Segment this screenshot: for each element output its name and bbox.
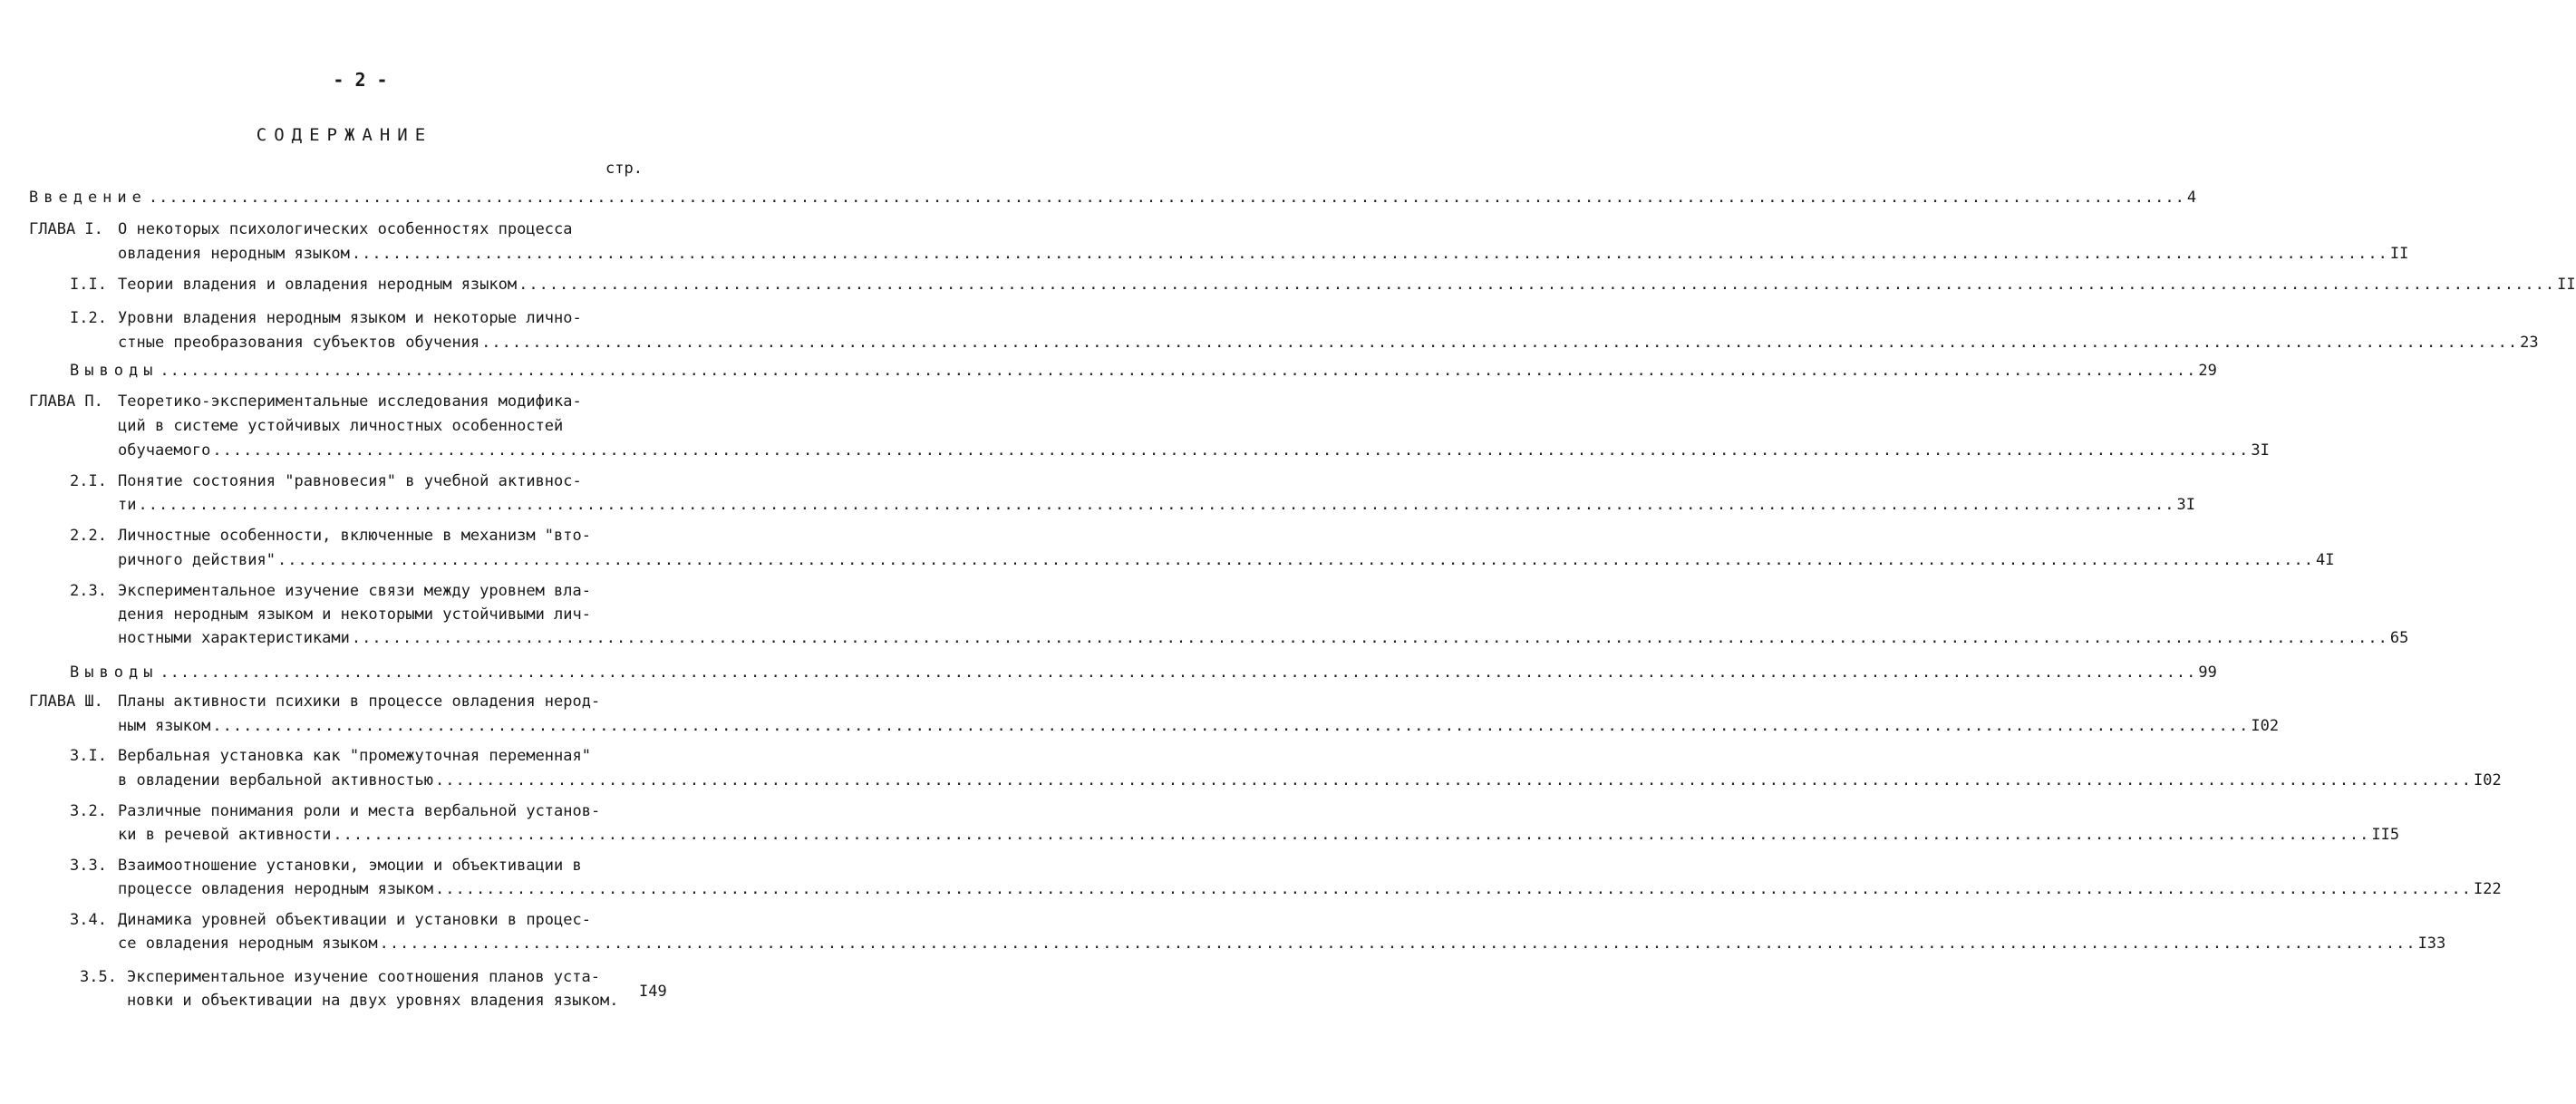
dot-leader: ........................................................................................................................................................................................................ [481,334,2519,352]
toc-entry-page: I22 [2473,880,2502,898]
toc-entry-line[interactable] [118,825,2400,845]
toc-entry-line[interactable] [118,879,2502,899]
toc-entry-number: 3.2. [70,802,107,820]
toc-entry-title: Выводы [70,362,159,380]
toc-entry-title: Экспериментальное изучение связи между уровнем вла- [118,582,591,600]
toc-entry-line[interactable] [118,856,582,876]
toc-entry-title: О некоторых психологических особенностях процесса [118,220,573,238]
toc-entry-page: I02 [2473,771,2502,789]
toc-entry-title: Теории владения и овладения неродным языком [118,276,518,294]
dot-leader: ........................................................................................................................................................................................................ [148,189,2185,207]
toc-entry-line[interactable] [127,991,618,1011]
toc-entry-number: 2.I. [70,472,107,490]
dot-leader: ........................................................................................................................................................................................................ [518,276,2556,294]
page-number: - 2 - [333,69,388,91]
toc-entry-number: ГЛАВА П. [29,392,103,411]
toc-entry-number: I.2. [70,309,107,327]
toc-entry-page: 29 [2198,362,2217,380]
toc-entry-number: 2.2. [70,527,107,545]
toc-entry-title: стные преобразования субъектов обучения [118,334,480,352]
toc-entry-line[interactable] [118,746,591,766]
toc-entry-title: Введение [29,189,147,207]
page-column-label: стр. [605,160,643,178]
toc-entry-line[interactable] [118,275,2576,295]
toc-entry-title: Выводы [70,663,159,682]
toc-entry-line[interactable] [118,495,2195,515]
toc-entry-line[interactable] [127,967,600,987]
toc-entry-number: ГЛАВА Ш. [29,692,103,711]
toc-entry-line[interactable] [29,188,2197,208]
toc-entry-page: 99 [2198,663,2217,682]
dot-leader: ........................................................................................................................................................................................................ [138,496,2175,514]
toc-entry-title: ти [118,496,137,514]
toc-entry-line[interactable] [118,716,2280,736]
toc-entry-number: 3.3. [70,857,107,875]
dot-leader: ........................................................................................................................................................................................................ [435,880,2472,898]
toc-entry-line[interactable] [118,605,591,625]
toc-entry-line[interactable] [118,441,2270,460]
toc-entry-title: Динамика уровней объективации и установки в процес- [118,911,591,929]
toc-entry-page: 3I [2176,496,2195,514]
toc-entry-title: ным языком [118,717,211,735]
toc-entry-page: II [2389,245,2409,263]
toc-entry-title: Различные понимания роли и места вербальной установ- [118,802,601,820]
dot-leader: ........................................................................................................................................................................................................ [160,362,2197,380]
toc-entry-title: в овладении вербальной активностью [118,771,433,789]
toc-entry-title: ций в системе устойчивых личностных особенностей [118,417,564,435]
toc-entry-page: I33 [2417,935,2446,953]
page-title: СОДЕРЖАНИЕ [256,125,433,145]
toc-entry-line[interactable] [118,416,563,436]
toc-entry-title: Теоретико-экспериментальные исследования модифика- [118,392,582,411]
toc-entry-page: 4 [2186,189,2197,207]
toc-entry-page: 65 [2389,629,2409,647]
toc-entry-title: Планы активности психики в процессе овладения нерод- [118,692,601,711]
toc-entry-line[interactable] [118,308,582,328]
dot-leader: ........................................................................................................................................................................................................ [379,935,2416,953]
dot-leader: ........................................................................................................................................................................................................ [212,441,2250,460]
dot-leader: ........................................................................................................................................................................................................ [351,629,2388,647]
toc-entry-line[interactable] [118,219,573,239]
dot-leader: ........................................................................................................................................................................................................ [160,663,2197,682]
toc-entry-title: ки в речевой активности [118,826,332,844]
toc-entry-line[interactable] [118,628,2409,648]
dot-leader: ........................................................................................................................................................................................................ [212,717,2250,735]
toc-entry-line[interactable] [70,361,2217,381]
toc-entry-line[interactable] [118,692,600,712]
toc-entry-line[interactable] [118,801,600,821]
toc-entry-title: Уровни владения неродным языком и некоторые лично- [118,309,582,327]
toc-entry-title: новки и объективации на двух уровнях владения языком. [127,992,619,1010]
toc-entry-title: Вербальная установка как "промежуточная переменная" [118,747,591,765]
toc-entry-number: 3.4. [70,911,107,929]
toc-entry-line[interactable] [118,392,582,412]
toc-entry-line[interactable] [118,910,591,930]
toc-entry-title: ностными характеристиками [118,629,350,647]
toc-entry-title: процессе овладения неродным языком [118,880,433,898]
toc-entry-number: I.I. [70,276,107,294]
dot-leader: ........................................................................................................................................................................................................ [435,771,2472,789]
toc-entry-title: Личностные особенности, включенные в механизм "вто- [118,527,591,545]
toc-entry-title: Понятие состояния "равновесия" в учебной активнос- [118,472,582,490]
toc-entry-line[interactable] [118,581,591,601]
toc-entry-line[interactable] [118,934,2446,954]
toc-entry-title: се овладения неродным языком [118,935,378,953]
toc-entry-line[interactable] [118,244,2409,264]
toc-entry-line[interactable] [118,471,582,491]
toc-entry-page: II5 [2371,826,2400,844]
toc-entry-line[interactable] [118,333,2539,353]
toc-entry-page: II [2557,276,2576,294]
toc-entry-title: обучаемого [118,441,211,460]
toc-entry-page: I02 [2251,717,2280,735]
toc-entry-line[interactable] [118,526,591,546]
toc-entry-line[interactable] [118,550,2335,570]
toc-entry-page: 23 [2520,334,2539,352]
toc-entry-page: I49 [639,983,667,1001]
toc-entry-line[interactable] [70,663,2217,683]
dot-leader: ........................................................................................................................................................................................................ [351,245,2388,263]
toc-entry-page: 3I [2251,441,2270,460]
toc-entry-number: 3.I. [70,747,107,765]
dot-leader: ........................................................................................................................................................................................................ [333,826,2370,844]
toc-entry-number: ГЛАВА I. [29,220,103,238]
toc-entry-title: ричного действия" [118,551,276,569]
toc-entry-number: 2.3. [70,582,107,600]
toc-entry-title: Экспериментальное изучение соотношения планов уста- [127,968,600,986]
toc-entry-line[interactable] [118,770,2502,790]
dot-leader: ........................................................................................................................................................................................................ [277,551,2314,569]
toc-entry-title: Взаимоотношение установки, эмоции и объективации в [118,857,582,875]
toc-entry-title: овладения неродным языком [118,245,350,263]
toc-entry-number: 3.5. [80,968,117,986]
toc-entry-page: 4I [2315,551,2335,569]
toc-entry-title: дения неродным языком и некоторыми устойчивыми лич- [118,605,591,624]
